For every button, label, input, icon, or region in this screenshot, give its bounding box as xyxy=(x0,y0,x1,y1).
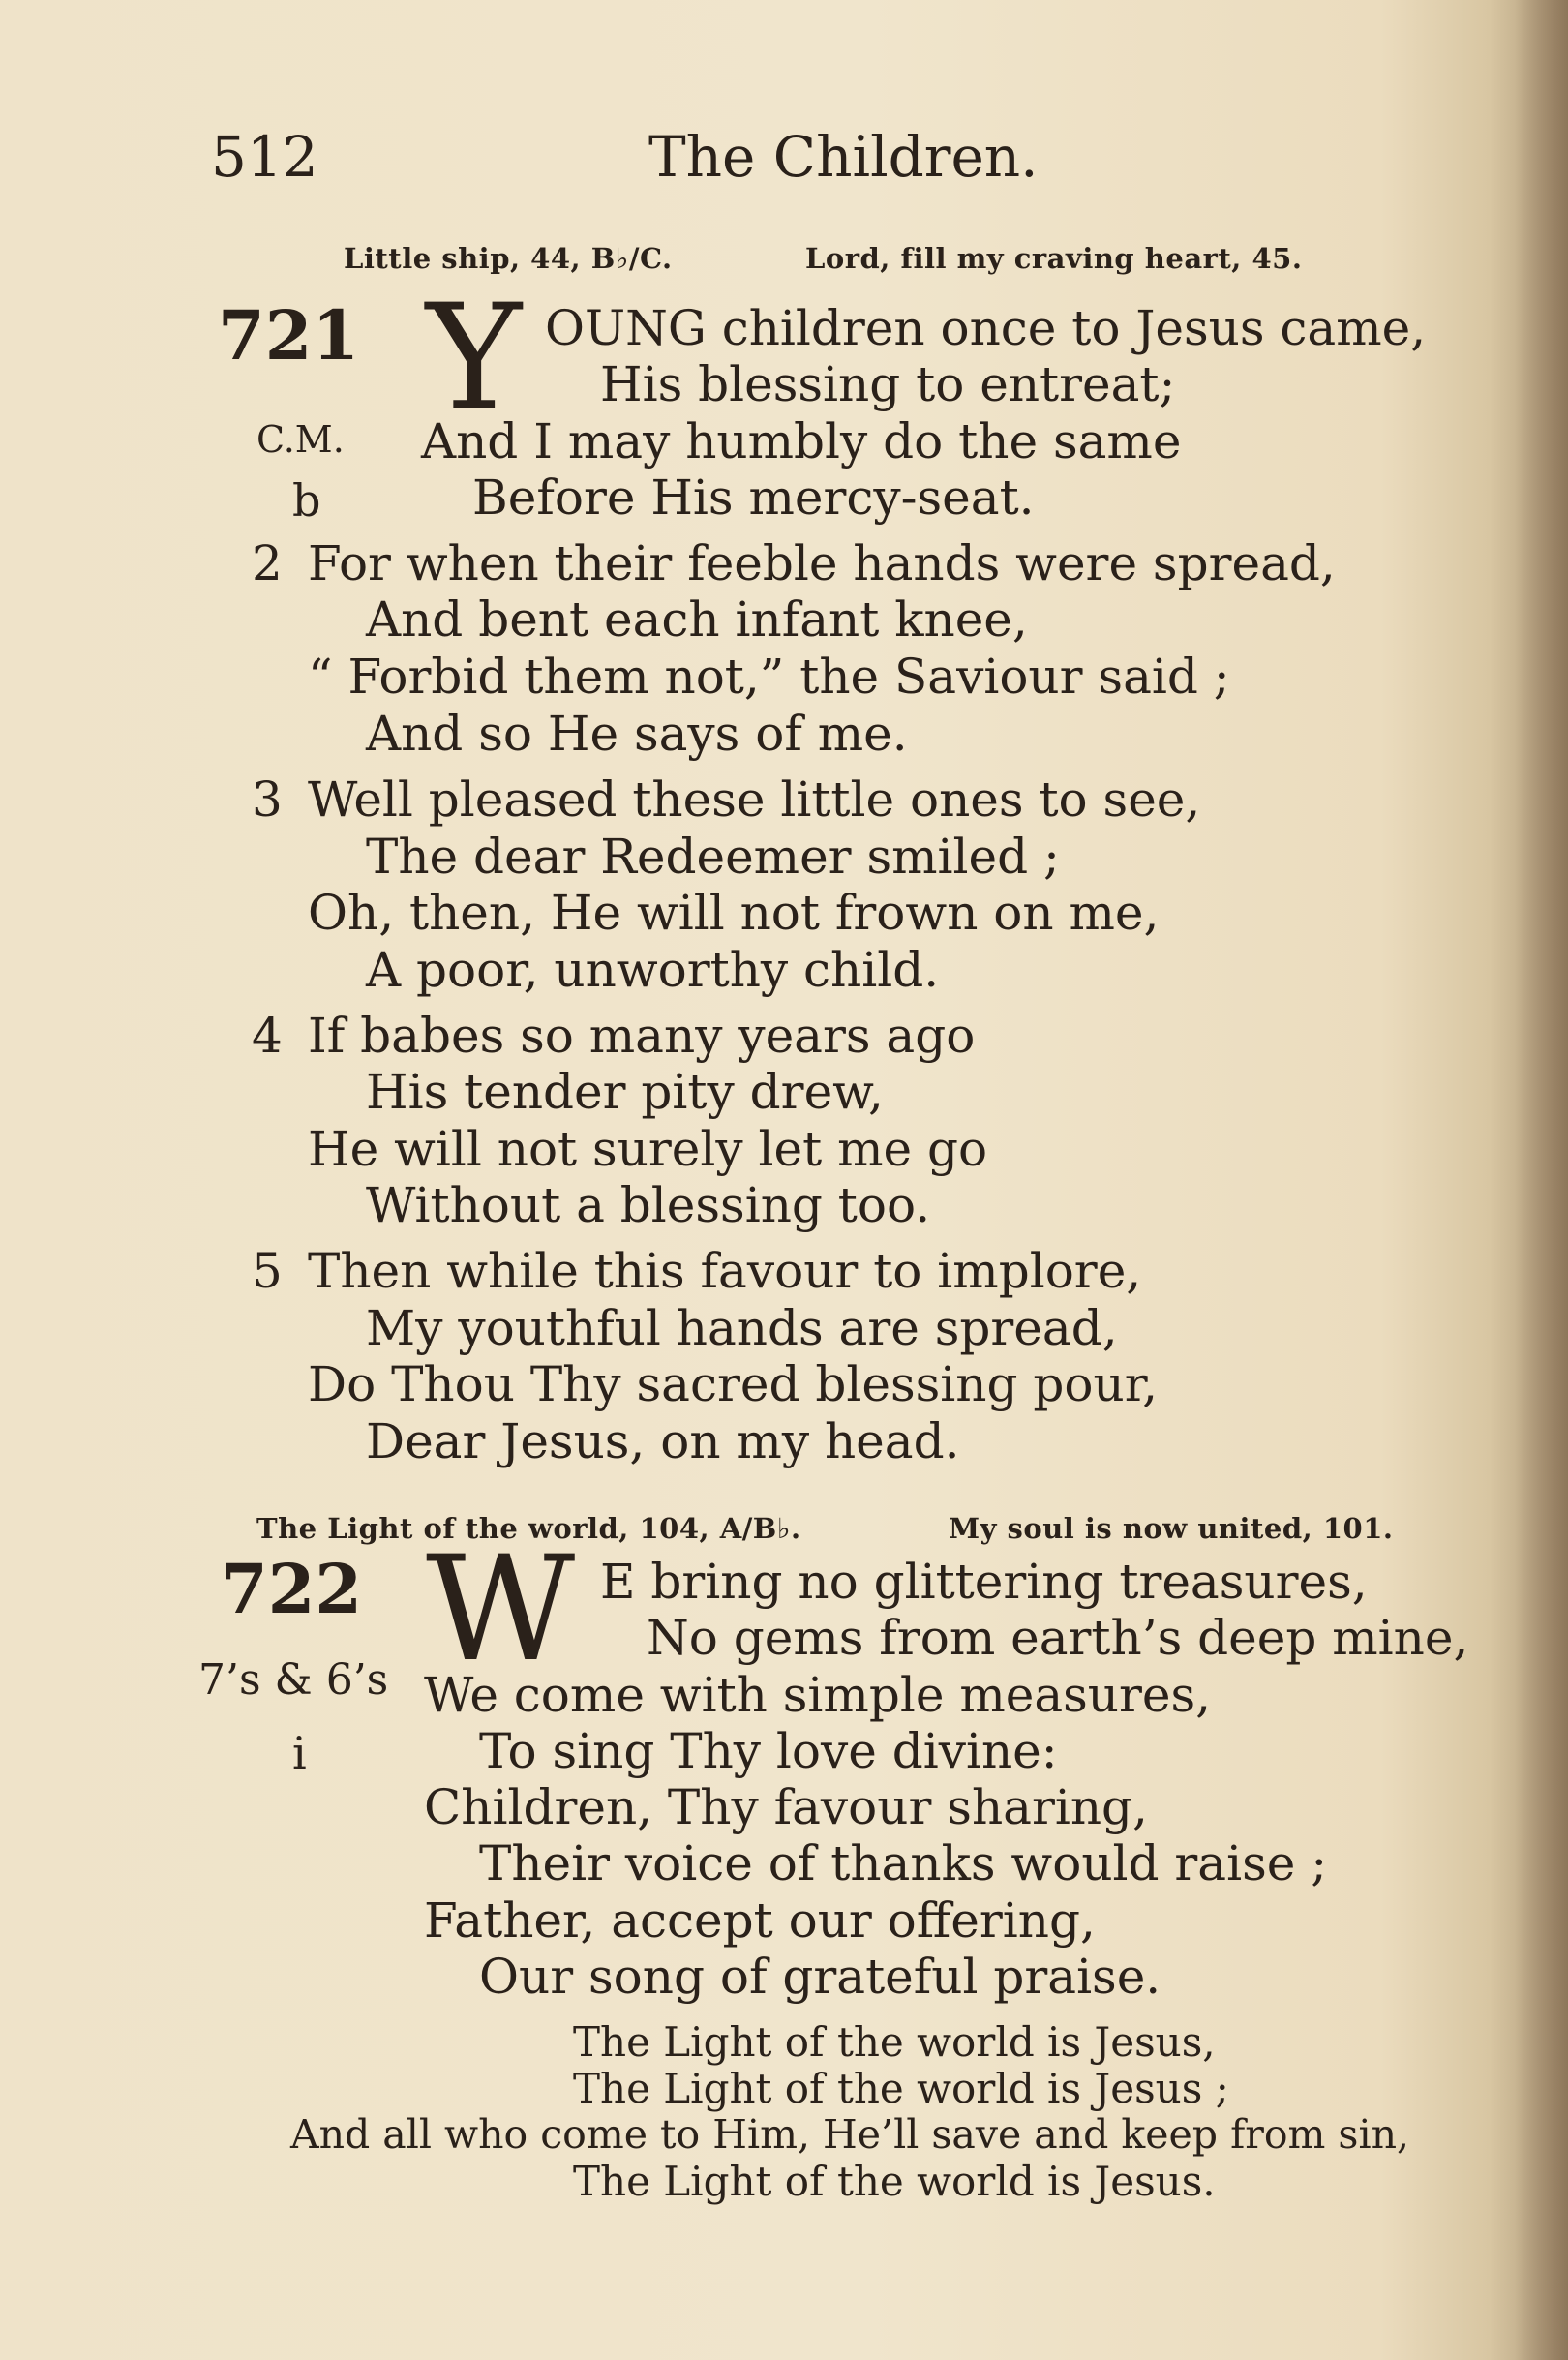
hymn-721-v4-number: 4 xyxy=(252,1008,283,1064)
hymn-721-v4-line4: Without a blessing too. xyxy=(366,1177,931,1233)
hymn-722-line4: To sing Thy love divine: xyxy=(479,1723,1058,1779)
hymn-721-tune-right: Lord, fill my craving heart, 45. xyxy=(805,242,1303,275)
hymn-721-v2-line4: And so He says of me. xyxy=(366,706,908,762)
page-title: The Children. xyxy=(648,124,1039,190)
hymn-722-tune-left: The Light of the world, 104, A/B♭. xyxy=(256,1512,801,1545)
hymn-721-v2-line2: And bent each infant knee, xyxy=(366,591,1028,648)
hymn-722-line3: We come with simple measures, xyxy=(424,1667,1212,1723)
hymn-721-v4-line1: If babes so many years ago xyxy=(308,1008,976,1064)
hymn-721-v1-line4: Before His mercy-seat. xyxy=(472,469,1035,526)
hymn-721-v3-line1: Well pleased these little ones to see, xyxy=(308,772,1201,828)
hymn-721-v2-line3: “ Forbid them not,” the Saviour said ; xyxy=(308,649,1230,705)
hymn-721-v2-line1: For when their feeble hands were spread, xyxy=(308,535,1336,591)
hymn-722-line8: Our song of grateful praise. xyxy=(479,1949,1161,2005)
hymn-722-chorus-line1: The Light of the world is Jesus, xyxy=(573,2018,1216,2066)
hymn-722-chorus-line2: The Light of the world is Jesus ; xyxy=(573,2065,1229,2112)
hymn-722-line2: No gems from earth’s deep mine, xyxy=(647,1610,1469,1666)
hymn-722-line5: Children, Thy favour sharing, xyxy=(424,1779,1148,1835)
hymn-722-key-mark: i xyxy=(292,1727,307,1779)
hymn-721-tune-left: Little ship, 44, B♭/C. xyxy=(344,242,673,275)
hymn-722-tune-right: My soul is now united, 101. xyxy=(949,1512,1394,1545)
hymn-721-v3-line4: A poor, unworthy child. xyxy=(366,942,940,998)
hymn-722-drop-cap: W xyxy=(426,1526,576,1694)
hymn-721-v3-number: 3 xyxy=(252,772,283,828)
hymn-721-v5-line3: Do Thou Thy sacred blessing pour, xyxy=(308,1356,1159,1412)
hymn-722-line1: E bring no glittering treasures, xyxy=(600,1554,1368,1610)
hymn-721-meter: C.M. xyxy=(256,418,345,461)
hymn-721-v5-line1: Then while this favour to implore, xyxy=(308,1243,1142,1299)
hymn-721-v1-line2: His blessing to entreat; xyxy=(600,356,1176,412)
hymn-721-drop-cap: Y xyxy=(426,274,523,442)
hymn-721-v4-line2: His tender pity drew, xyxy=(366,1064,884,1120)
hymn-721-v5-line4: Dear Jesus, on my head. xyxy=(366,1413,960,1469)
hymn-721-key-mark: b xyxy=(292,474,321,527)
hymn-722-number: 722 xyxy=(221,1549,363,1629)
hymn-721-v5-line2: My youthful hands are spread, xyxy=(366,1300,1118,1356)
hymn-721-number: 721 xyxy=(218,295,360,376)
hymn-721-v5-number: 5 xyxy=(252,1243,283,1299)
hymn-721-v1-line3: And I may humbly do the same xyxy=(421,413,1182,469)
hymn-721-v1-line1: OUNG children once to Jesus came, xyxy=(545,300,1427,356)
hymn-721-v4-line3: He will not surely let me go xyxy=(308,1121,988,1177)
hymn-722-chorus-line4: The Light of the world is Jesus. xyxy=(573,2158,1216,2205)
hymn-721-v3-line3: Oh, then, He will not frown on me, xyxy=(308,885,1160,941)
hymn-722-meter: 7’s & 6’s xyxy=(198,1655,389,1705)
hymn-722-line7: Father, accept our offering, xyxy=(424,1892,1096,1949)
hymn-722-line6: Their voice of thanks would raise ; xyxy=(479,1835,1328,1891)
page-edge-shadow xyxy=(1515,0,1568,2360)
page-number: 512 xyxy=(211,124,318,190)
hymn-722-chorus-line3: And all who come to Him, He’ll save and keep from sin, xyxy=(290,2111,1410,2158)
hymn-721-v2-number: 2 xyxy=(252,535,283,591)
hymn-721-v3-line2: The dear Redeemer smiled ; xyxy=(366,829,1060,885)
